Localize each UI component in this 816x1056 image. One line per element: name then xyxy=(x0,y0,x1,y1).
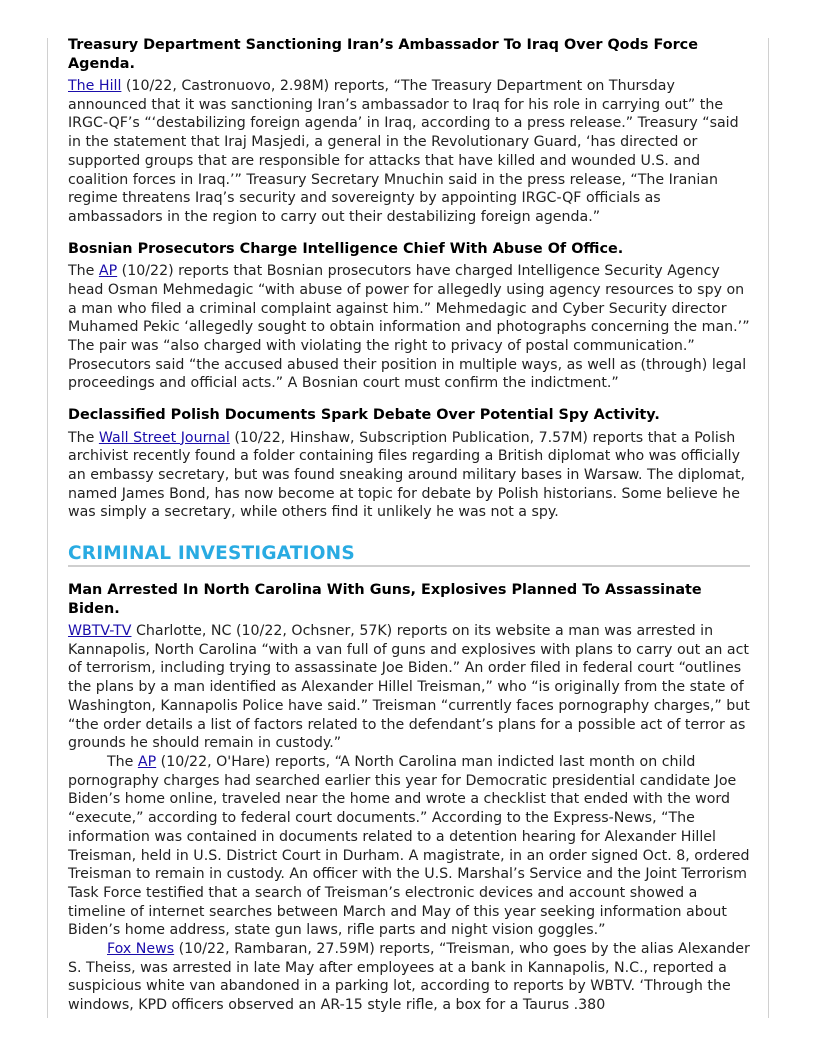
story-body xyxy=(68,429,750,523)
story-body xyxy=(68,753,750,940)
story-text: (10/22, O'Hare) reports, “A North Carolina man indicted last month on child pornography charges had searched earlier this year for Democratic presidential candidate Joe Biden’s home online, traveled near the home and wrote a checklist that ended with the word “execute,” according to federal court documents.” According to the Express-News, “The information was contained in documents related to a detention hearing for Alexander Hillel Treisman, held in U.S. District Court in Durham. A magistrate, in an order signed Oct. 8, ordered Treisman to remain in custody. An officer with the U.S. Marshal’s Service and the Joint Terrorism Task Force testified that a search of Treisman’s electronic devices and account showed a timeline of internet searches between March and May of this year seeking information about Biden’s home address, state gun laws, rifle parts and night vision goggles.” xyxy=(68,753,750,939)
story-headline: Man Arrested In North Carolina With Guns, Explosives Planned To Assassinate Biden. xyxy=(68,582,702,617)
source-link[interactable]: Fox News xyxy=(107,941,175,958)
story-text: (10/22, Rambaran, 27.59M) reports, “Treisman, who goes by the alias Alexander S. Theiss, was arrested in late May after employees at a bank in Kannapolis, N.C., reported a suspicious white van abandoned in a parking lot, according to reports by WBTV. ‘Through the windows, KPD officers observed an AR-15 style rifle, a box for a Taurus .380 xyxy=(68,941,750,1014)
story-text: (10/22, Castronuovo, 2.98M) reports, “The Treasury Department on Thursday announced that it was sanctioning Iran’s ambassador to Iraq for his role in carrying out” the IRGC-QF’s “‘destabilizing foreign agenda’ in Iraq, according to a press release.” Treasury “said in the statement that Iraj Masjedi, a general in the Revolutionary Guard, ‘has directed or supported groups that are responsible for attacks that have killed and wounded U.S. and coalition forces in Iraq.’” Treasury Secretary Mnuchin said in the press release, “The Iranian regime threatens Iraq’s security and sovereignty by appointing IRGC-QF officials as ambassadors in the region to carry out their destabilizing foreign agenda.” xyxy=(68,78,739,225)
story-headline: Bosnian Prosecutors Charge Intelligence Chief With Abuse Of Office. xyxy=(68,240,624,257)
source-link[interactable]: AP xyxy=(137,753,157,770)
source-link[interactable]: AP xyxy=(98,263,118,280)
story xyxy=(68,406,750,522)
story xyxy=(68,581,750,1015)
story-text: (10/22, Hinshaw, Subscription Publication, 7.57M) reports that a Polish archivist recently found a folder containing files regarding a British diplomat who was officially an embassy secretary, but was found sneaking around military bases in Warsaw. The diplomat, named James Bond, has now become at topic for debate by Polish historians. Some believe he was simply a secretary, while others find it unlikely he was not a spy. xyxy=(68,429,746,521)
document-body xyxy=(68,36,750,1028)
story-body xyxy=(68,940,750,1015)
story-headline: Declassified Polish Documents Spark Debate Over Potential Spy Activity. xyxy=(68,407,660,424)
source-link[interactable]: The Hill xyxy=(68,78,122,94)
left-margin-rule xyxy=(47,38,48,1018)
story xyxy=(68,240,750,393)
source-link[interactable]: WBTV-TV xyxy=(68,623,132,640)
story xyxy=(68,36,750,227)
source-link[interactable]: Wall Street Journal xyxy=(98,429,230,446)
story-prefix: The xyxy=(68,263,99,280)
section-title: CRIMINAL INVESTIGATIONS xyxy=(68,543,750,567)
story-body xyxy=(68,622,750,753)
story-prefix: The xyxy=(107,753,138,770)
story-prefix: The xyxy=(68,429,99,446)
story-text: (10/22) reports that Bosnian prosecutors have charged Intelligence Security Agency head Osman Mehmedagic “with abuse of power for allegedly using agency resources to spy on a man who filed a criminal complaint against him.” Mehmedagic and Cyber Security director Muhamed Pekic ‘allegedly sought to obtain information and photographs concerning the man.’” The pair was “also charged with violating the right to privacy of postal communication.” Prosecutors said “the accused abused their position in multiple ways, as well as (through) legal proceedings and official acts.” A Bosnian court must confirm the indictment.” xyxy=(68,263,750,392)
story-body xyxy=(68,77,750,227)
story-headline: Treasury Department Sanctioning Iran’s Ambassador To Iraq Over Qods Force Agenda. xyxy=(68,37,698,72)
right-margin-rule xyxy=(768,38,769,1018)
story-body xyxy=(68,262,750,393)
story-text: Charlotte, NC (10/22, Ochsner, 57K) reports on its website a man was arrested in Kannapolis, North Carolina “with a van full of guns and explosives with plans to carry out an act of terrorism, including trying to assassinate Joe Biden.” An order filed in federal court “outlines the plans by a man identified as Alexander Hillel Treisman,” who “is originally from the state of Washington, Kannapolis Police have said.” Treisman “currently faces pornography charges,” but “the order details a list of factors related to the defendant’s plans for a possible act of terror as grounds he should remain in custody.” xyxy=(68,623,750,752)
